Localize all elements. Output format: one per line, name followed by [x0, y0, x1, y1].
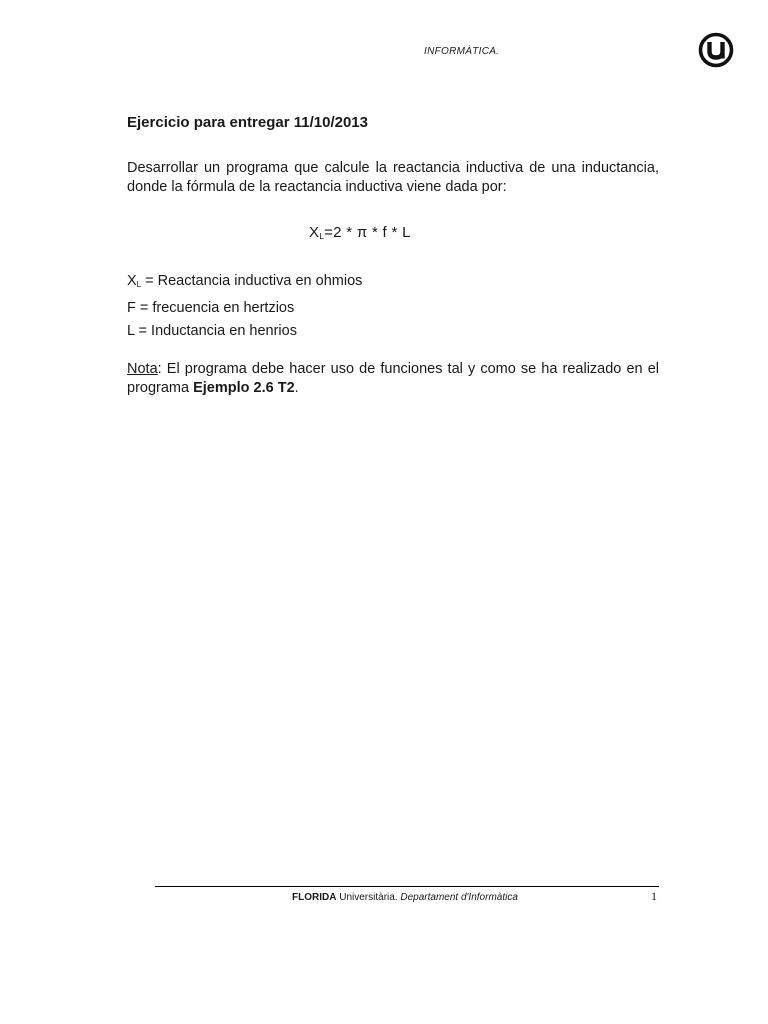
formula-rhs: =2 * π * f * L — [324, 224, 411, 241]
exercise-intro: Desarrollar un programa que calcule la reactancia inductiva de una inductancia, donde la fórmula de la reactancia inductiva viene dada por: — [127, 160, 659, 195]
formula-lhs: X — [309, 224, 320, 241]
header-section-label: INFORMÀTICA. — [424, 46, 500, 57]
definition-item — [127, 322, 659, 341]
document-body — [127, 113, 659, 398]
definition-symbol: X — [127, 273, 137, 289]
page-number: 1 — [651, 889, 657, 903]
definition-text: = Inductancia en henrios — [134, 323, 297, 339]
definition-item — [127, 299, 659, 318]
footer-institution — [292, 892, 518, 903]
exercise-title: Ejercicio para entregar 11/10/2013 — [127, 114, 368, 131]
note-colon: : — [157, 361, 162, 377]
formula-lhs-subscript: L — [319, 232, 325, 241]
note-reference: Ejemplo 2.6 T2 — [193, 380, 295, 396]
reactance-formula — [309, 223, 659, 246]
definition-symbol: L — [127, 323, 135, 339]
u-logo-icon — [698, 32, 734, 68]
footer-institution-name: Universitària. — [336, 892, 398, 903]
note-text: El programa debe hacer uso de funciones tal y como se ha realizado en el programa — [127, 361, 659, 396]
variable-definitions — [127, 272, 659, 341]
definition-text: = Reactancia inductiva en ohmios — [141, 273, 363, 289]
definition-subscript: L — [136, 280, 142, 289]
exercise-note — [127, 360, 659, 398]
definition-text: = frecuencia en hertzios — [135, 299, 295, 316]
footer-divider — [155, 886, 659, 887]
footer-department: Departament d'Informàtica — [397, 892, 518, 903]
footer-brand: FLORIDA — [292, 892, 337, 903]
note-end: . — [294, 380, 299, 396]
note-label: Nota — [127, 361, 158, 377]
definition-symbol: F — [127, 299, 136, 316]
definition-item — [127, 272, 659, 294]
